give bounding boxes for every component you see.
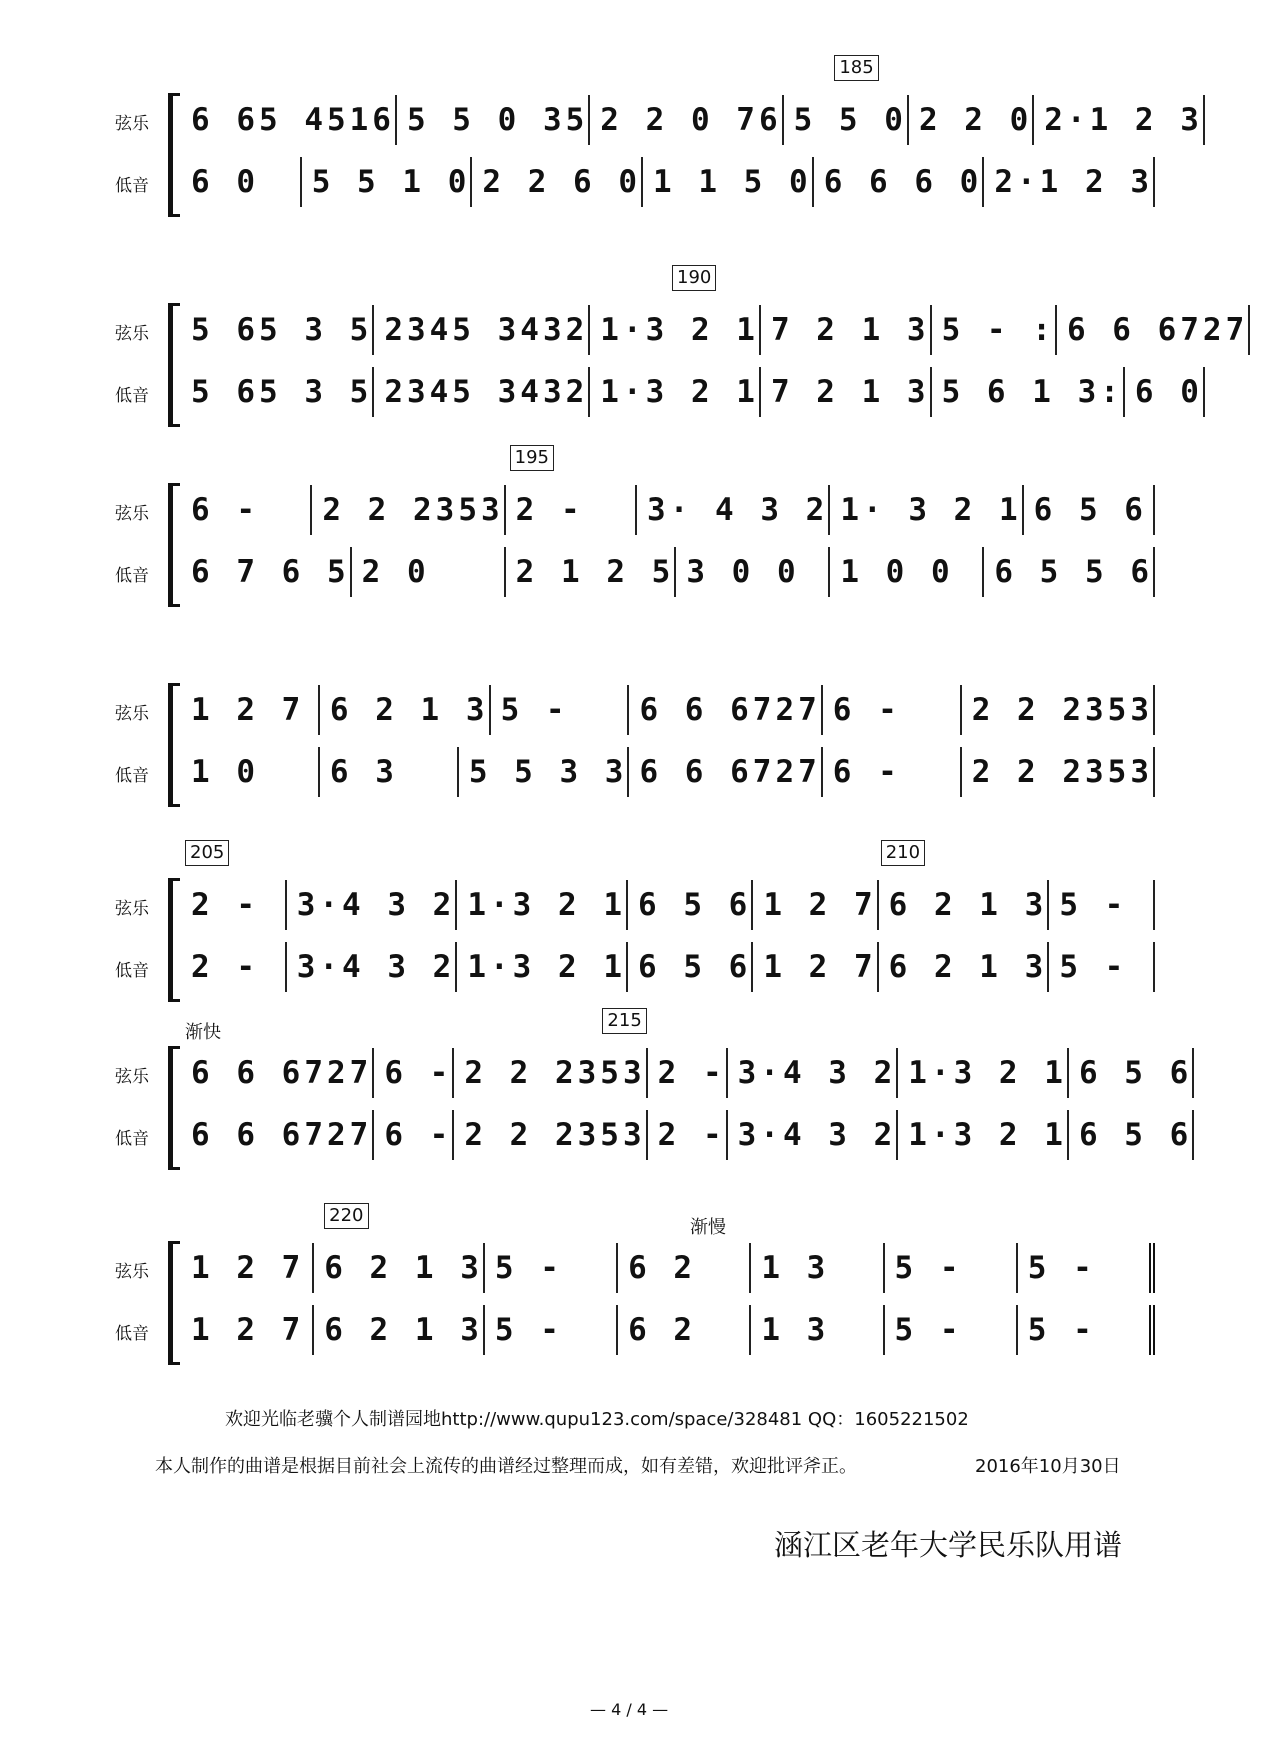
measure: 2 1 2 5 (506, 547, 677, 597)
measure-number: 190 (672, 265, 716, 291)
measure: 1·3 2 1 (898, 1048, 1069, 1098)
measure: 2 2 6 0 (472, 157, 643, 207)
measure: 5 - (885, 1243, 1018, 1293)
measure: 1 2 7 (753, 942, 878, 992)
measure: 2 - (181, 942, 287, 992)
measure: 3·4 3 2 (287, 880, 458, 930)
measure: 6 6 6727 (181, 1048, 374, 1098)
measure-number: 185 (834, 55, 878, 81)
measure: 1 2 7 (181, 1305, 314, 1355)
measure: 3·4 3 2 (287, 942, 458, 992)
voice-label: 弦乐 (115, 704, 149, 724)
score-system (115, 1205, 1155, 1378)
measure: 5 65 3 5 (181, 305, 374, 355)
measure: 1 3 (751, 1243, 884, 1293)
bass-staff (181, 157, 1155, 207)
measure: 3· 4 3 2 (637, 485, 830, 535)
measure: 6 5 6 (628, 942, 753, 992)
measure: 7 2 1 3 (761, 305, 932, 355)
measure: 5 - (485, 1243, 618, 1293)
measure: 3 0 0 (676, 547, 830, 597)
measure: 5 6 1 3: (932, 367, 1125, 417)
measure: 6 6 6727 (181, 1110, 374, 1160)
strings-staff (181, 880, 1155, 930)
measure: 6 0 (1125, 367, 1205, 417)
strings-staff (181, 485, 1155, 535)
measure: 2 2 2353 (962, 747, 1155, 797)
measure: 5 5 3 3 (459, 747, 630, 797)
measure: 6 2 (618, 1305, 751, 1355)
system-brace (168, 95, 173, 215)
measure: 2·1 2 3 (1034, 95, 1205, 145)
system-brace (168, 1048, 173, 1168)
measure-number: 205 (185, 840, 229, 866)
strings-staff (181, 685, 1155, 735)
voice-label: 弦乐 (115, 1262, 149, 1282)
voice-label: 低音 (115, 386, 149, 406)
measure: 2 - (181, 880, 287, 930)
measure: 6 7 6 5 (181, 547, 352, 597)
system-brace (168, 880, 173, 1000)
measure: 6 2 1 3 (879, 942, 1050, 992)
measure: 1 0 (181, 747, 320, 797)
measure: 6 6 6727 (629, 685, 822, 735)
bass-staff (181, 1305, 1155, 1355)
measure: 2345 3432 (374, 305, 590, 355)
measure: 1 3 (751, 1305, 884, 1355)
measure: 2 2 0 (909, 95, 1034, 145)
measure: 5 5 0 (784, 95, 909, 145)
measure-number: 215 (602, 1008, 646, 1034)
measure: 6 2 1 3 (879, 880, 1050, 930)
bass-staff (181, 942, 1155, 992)
measure: 1·3 2 1 (457, 942, 628, 992)
bass-staff (181, 747, 1155, 797)
measure: 6 6 6 0 (814, 157, 985, 207)
bass-staff (181, 367, 1203, 417)
score-system (115, 267, 1249, 440)
measure: 2 2 2353 (962, 685, 1155, 735)
measure-number: 210 (881, 840, 925, 866)
footer-date: 2016年10月30日 (975, 1456, 1121, 1477)
footer-website: 欢迎光临老骥个人制谱园地http://www.qupu123.com/space/328481 QQ：1605221502 (225, 1409, 969, 1430)
measure: 5 - : (932, 305, 1057, 355)
measure: 2 - (506, 485, 637, 535)
measure: 6 65 4516 (181, 95, 397, 145)
measure: 5 65 3 5 (181, 367, 374, 417)
measure-number: 195 (510, 445, 554, 471)
measure: 2 2 2353 (312, 485, 505, 535)
strings-staff (181, 305, 1249, 355)
measure: 6 - (181, 485, 312, 535)
measure: 6 - (374, 1110, 454, 1160)
footer-org: 涵江区老年大学民乐队用谱 (773, 1528, 1122, 1562)
measure: 1 2 7 (181, 1243, 314, 1293)
bass-staff (181, 1110, 1193, 1160)
page-number: — 4 / 4 — (590, 1700, 669, 1719)
measure: 6 2 1 3 (320, 685, 491, 735)
measure: 2 2 0 76 (590, 95, 783, 145)
score-system (115, 447, 1155, 620)
voice-label: 弦乐 (115, 1067, 149, 1087)
measure: 5 5 1 0 (302, 157, 473, 207)
measure: 1·3 2 1 (590, 305, 761, 355)
measure: 1·3 2 1 (898, 1110, 1069, 1160)
measure: 6 5 6 (1069, 1110, 1194, 1160)
measure: 2 0 (352, 547, 506, 597)
voice-label: 弦乐 (115, 324, 149, 344)
measure: 1 2 7 (753, 880, 878, 930)
measure: 2 2 2353 (454, 1110, 647, 1160)
measure: 3·4 3 2 (728, 1110, 899, 1160)
measure: 5 - (885, 1305, 1018, 1355)
measure: 2·1 2 3 (984, 157, 1155, 207)
voice-label: 低音 (115, 766, 149, 786)
system-brace (168, 305, 173, 425)
measure: 5 5 0 35 (397, 95, 590, 145)
system-brace (168, 685, 173, 805)
measure-number: 220 (324, 1203, 368, 1229)
strings-staff (181, 1048, 1193, 1098)
measure: 1 0 0 (830, 547, 984, 597)
measure: 1· 3 2 1 (830, 485, 1023, 535)
voice-label: 弦乐 (115, 114, 149, 134)
measure: 5 - (485, 1305, 618, 1355)
measure: 1·3 2 1 (590, 367, 761, 417)
tempo-marking: 渐慢 (690, 1217, 726, 1238)
measure: 6 5 6 (628, 880, 753, 930)
system-brace (168, 1243, 173, 1363)
measure: 3·4 3 2 (728, 1048, 899, 1098)
measure: 6 2 (618, 1243, 751, 1293)
measure: 1·3 2 1 (457, 880, 628, 930)
score-system (115, 57, 1203, 230)
strings-staff (181, 95, 1203, 145)
footer-note: 本人制作的曲谱是根据目前社会上流传的曲谱经过整理而成，如有差错，欢迎批评斧正。 (155, 1456, 857, 1477)
measure: 2 2 2353 (454, 1048, 647, 1098)
voice-label: 低音 (115, 176, 149, 196)
voice-label: 低音 (115, 1324, 149, 1344)
measure: 6 - (823, 747, 962, 797)
measure: 2 - (648, 1048, 728, 1098)
score-system (115, 1010, 1193, 1183)
measure: 7 2 1 3 (761, 367, 932, 417)
measure: 6 6 6727 (1057, 305, 1250, 355)
score-system (115, 685, 1155, 820)
measure: 6 5 6 (1024, 485, 1155, 535)
measure: 5 - (1018, 1243, 1155, 1293)
measure: 5 - (1018, 1305, 1155, 1355)
measure: 6 - (374, 1048, 454, 1098)
measure: 6 5 5 6 (984, 547, 1155, 597)
measure: 1 1 5 0 (643, 157, 814, 207)
system-brace (168, 485, 173, 605)
measure: 6 0 (181, 157, 302, 207)
voice-label: 弦乐 (115, 504, 149, 524)
measure: 2 - (648, 1110, 728, 1160)
voice-label: 低音 (115, 1129, 149, 1149)
measure: 5 - (491, 685, 630, 735)
measure: 6 2 1 3 (314, 1305, 485, 1355)
measure: 2345 3432 (374, 367, 590, 417)
voice-label: 低音 (115, 566, 149, 586)
measure: 1 2 7 (181, 685, 320, 735)
measure: 6 6 6727 (629, 747, 822, 797)
strings-staff (181, 1243, 1155, 1293)
measure: 6 3 (320, 747, 459, 797)
score-system (115, 842, 1155, 1015)
voice-label: 低音 (115, 961, 149, 981)
measure: 5 - (1049, 880, 1155, 930)
voice-label: 弦乐 (115, 899, 149, 919)
tempo-marking: 渐快 (185, 1022, 221, 1043)
measure: 6 2 1 3 (314, 1243, 485, 1293)
bass-staff (181, 547, 1155, 597)
measure: 5 - (1049, 942, 1155, 992)
measure: 6 - (823, 685, 962, 735)
measure: 6 5 6 (1069, 1048, 1194, 1098)
